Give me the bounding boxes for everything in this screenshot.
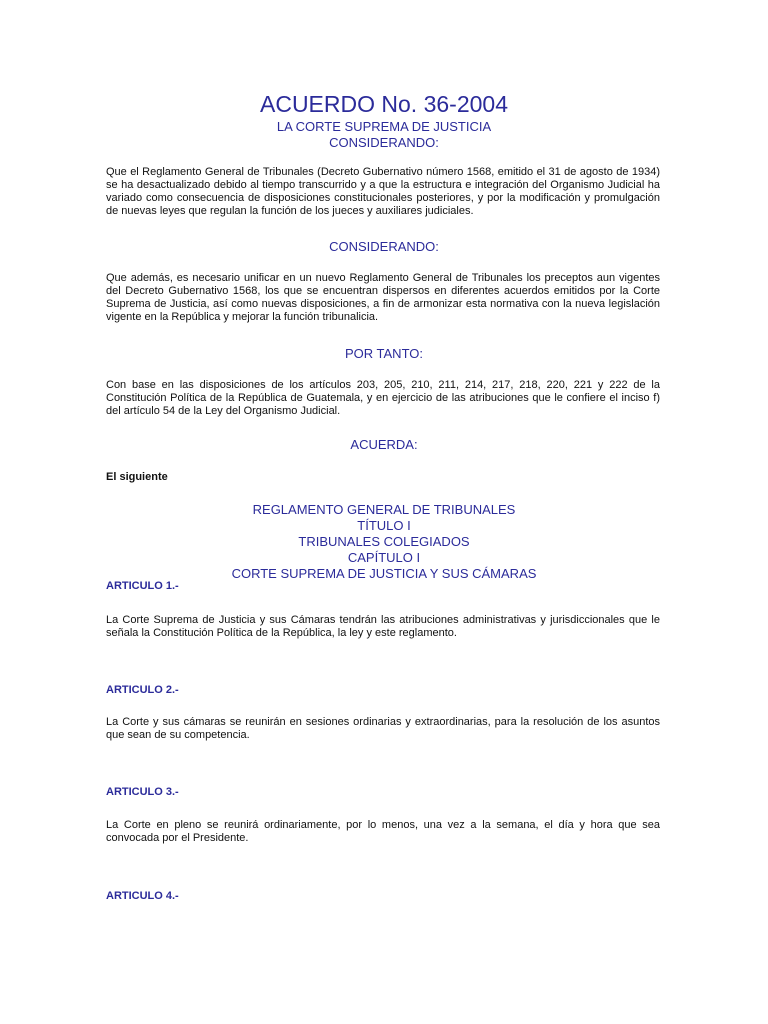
tribunales-colegiados-heading: TRIBUNALES COLEGIADOS bbox=[298, 534, 470, 549]
article-3-text: La Corte en pleno se reunirá ordinariamente, por lo menos, una vez a la semana, el día y hora que sea convocada por el Presidente. bbox=[106, 819, 660, 844]
considerando-heading-1: CONSIDERANDO: bbox=[329, 135, 439, 150]
article-1-text: La Corte Suprema de Justicia y sus Cámaras tendrán las atribuciones administrativas y jurisdiccionales que le señala la Constitución Política de la República, la ley y este reglamento. bbox=[106, 614, 660, 639]
titulo-heading: TÍTULO I bbox=[357, 518, 411, 533]
article-1-label: ARTICULO 1.- bbox=[106, 580, 179, 592]
article-3-label: ARTICULO 3.- bbox=[106, 786, 179, 798]
capitulo-heading: CAPÍTULO I bbox=[347, 550, 421, 565]
reglamento-heading: REGLAMENTO GENERAL DE TRIBUNALES bbox=[252, 502, 516, 517]
article-4-label: ARTICULO 4.- bbox=[106, 890, 179, 902]
el-siguiente-label: El siguiente bbox=[106, 471, 168, 483]
paragraph-1: Que el Reglamento General de Tribunales (Decreto Gubernativo número 1568, emitido el 31 de agosto de 1934) se ha desactualizado debido al tiempo transcurrido y a que la estructura e integración del Organismo Judicial ha variado como consecuencia de disposiciones constitucionales posteriores, y por la modificación y promulgación de nuevas leyes que regulan la función de los jueces y auxiliares judiciales. bbox=[106, 166, 660, 217]
article-2-text: La Corte y sus cámaras se reunirán en sesiones ordinarias y extraordinarias, para la resolución de los asuntos que sean de su competencia. bbox=[106, 716, 660, 741]
por-tanto-heading: POR TANTO: bbox=[344, 346, 423, 361]
paragraph-2: Que además, es necesario unificar en un nuevo Reglamento General de Tribunales los preceptos aun vigentes del Decreto Gubernativo 1568, los que se encuentran dispersos en diferentes acuerdos emitidos por la Corte Suprema de Justicia, así como nuevas disposiciones, a fin de armonizar esta normativa con la nueva legislación vigente en la República y mejorar la función tribunalicia. bbox=[106, 272, 660, 323]
document-title: ACUERDO No. 36-2004 bbox=[260, 91, 508, 117]
acuerda-heading: ACUERDA: bbox=[350, 437, 418, 452]
paragraph-3: Con base en las disposiciones de los artículos 203, 205, 210, 211, 214, 217, 218, 220, 221 y 222 de la Constitución Política de la República de Guatemala, y en ejercicio de las atribuciones que le confiere el inciso f) del artículo 54 de la Ley del Organismo Judicial. bbox=[106, 379, 660, 417]
article-2-label: ARTICULO 2.- bbox=[106, 684, 179, 696]
court-name-heading: LA CORTE SUPREMA DE JUSTICIA bbox=[276, 119, 492, 134]
corte-suprema-heading: CORTE SUPREMA DE JUSTICIA Y SUS CÁMARAS bbox=[231, 566, 537, 581]
considerando-heading-2: CONSIDERANDO: bbox=[329, 239, 439, 254]
